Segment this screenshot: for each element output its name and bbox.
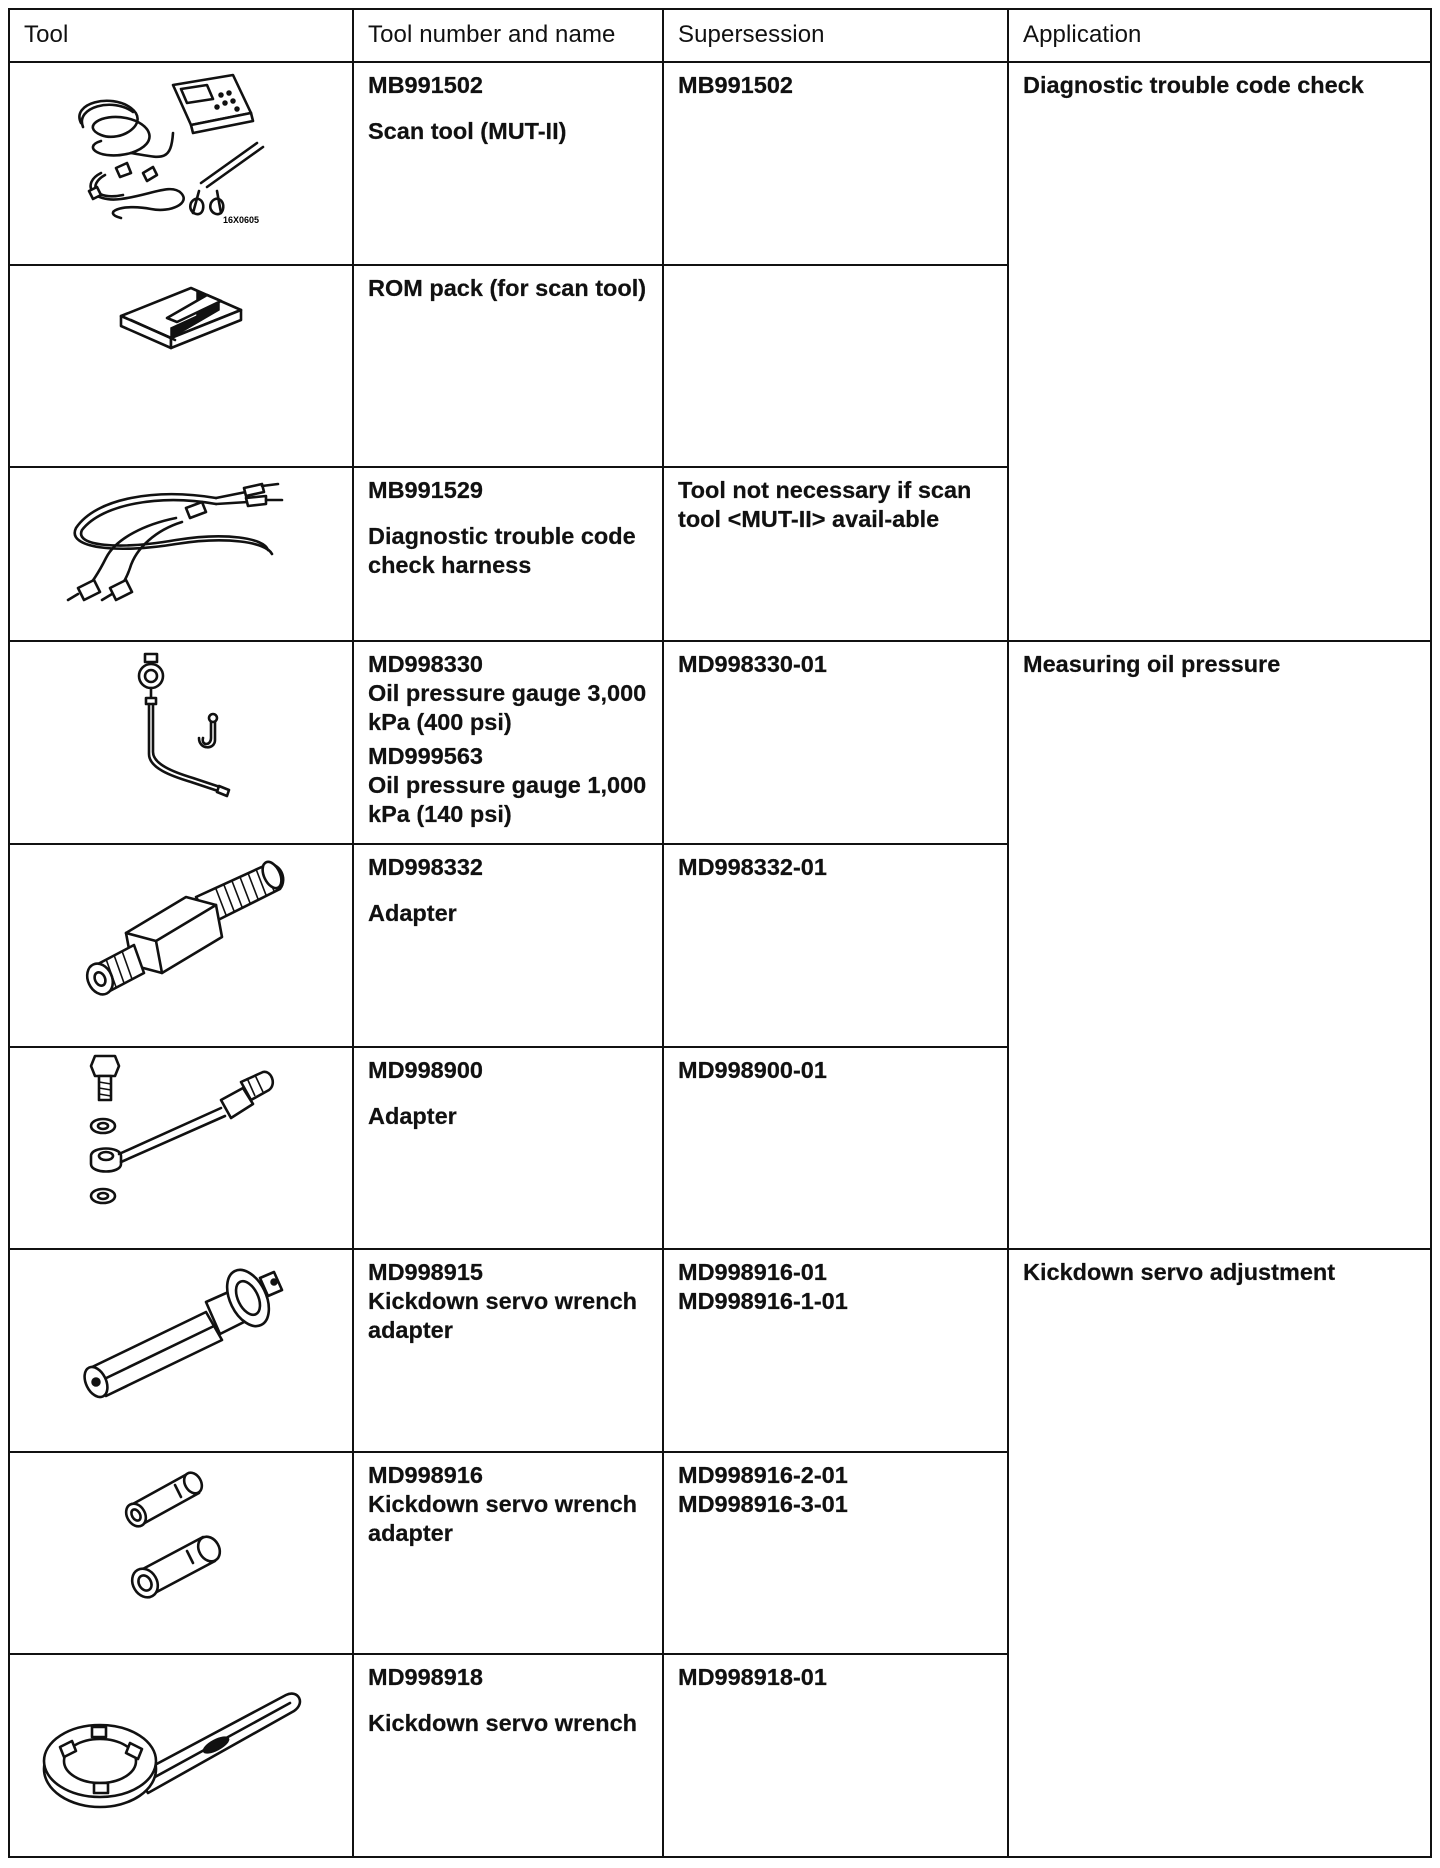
supersession-value: MD998900-01 [678, 1056, 827, 1083]
tool-image-cell [9, 1654, 353, 1857]
supersession-value: Tool not necessary if scan tool <MUT-II> avail-able [678, 477, 972, 533]
table-row [9, 62, 1431, 265]
supersession-cell [663, 1654, 1008, 1857]
tool-number-name-cell [353, 1654, 663, 1857]
rom-pack-illustration [101, 266, 261, 366]
tool-image-cell [9, 1249, 353, 1452]
tool-number: MD998330 [368, 651, 483, 678]
header-application: Application [1008, 9, 1431, 62]
tool-number-2: MD999563 [368, 743, 483, 770]
tool-name: Scan tool (MUT-II) [368, 118, 567, 145]
tool-number-name-cell [353, 265, 663, 468]
tool-name-2: Oil pressure gauge 1,000 kPa (140 psi) [368, 772, 647, 828]
tool-number: MB991529 [368, 477, 483, 504]
header-tool: Tool [9, 9, 353, 62]
tool-number-name-cell [353, 62, 663, 265]
supersession-value: MD998330-01 [678, 651, 827, 678]
tool-number-name-cell [353, 1249, 663, 1452]
supersession-cell [663, 265, 1008, 468]
table-row [9, 1249, 1431, 1452]
tool-number-name-cell [353, 467, 663, 641]
supersession-cell [663, 844, 1008, 1047]
tool-image-cell [9, 62, 353, 265]
supersession-value: MD998916-01 [678, 1259, 827, 1286]
tool-image-cell [9, 844, 353, 1047]
tool-number: MD998900 [368, 1056, 483, 1083]
supersession-cell [663, 467, 1008, 641]
tool-number: MD998916 [368, 1461, 483, 1488]
tool-number-name-cell [353, 641, 663, 844]
tool-name: Kickdown servo wrench adapter [368, 1490, 638, 1546]
supersession-value: MD998918-01 [678, 1664, 827, 1691]
supersession-cell [663, 641, 1008, 844]
tool-number: MB991502 [368, 72, 483, 99]
tool-number-name-cell [353, 844, 663, 1047]
application-value: Kickdown servo adjustment [1023, 1259, 1336, 1286]
table-row [9, 641, 1431, 844]
supersession-cell [663, 1452, 1008, 1655]
application-value: Measuring oil pressure [1023, 651, 1281, 678]
special-tools-table [8, 8, 1432, 1858]
tool-image-cell [9, 641, 353, 844]
supersession-cell [663, 1249, 1008, 1452]
supersession-value: MD998916-1-01 [678, 1288, 848, 1315]
harness-illustration [56, 468, 306, 608]
adapter-illustration [66, 845, 296, 1015]
tool-number-name-cell [353, 1047, 663, 1250]
tool-image-cell [9, 1452, 353, 1655]
application-value: Diagnostic trouble code check [1023, 72, 1364, 99]
wrench-illustration [36, 1655, 326, 1815]
header-supersession: Supersession [663, 9, 1008, 62]
header-row [9, 9, 1431, 62]
scan-tool-illustration [61, 63, 301, 233]
adapter-set-illustration [71, 1048, 291, 1218]
tool-image-cell [9, 1047, 353, 1250]
application-cell [1008, 641, 1431, 1249]
tool-image-cell [9, 467, 353, 641]
sockets-illustration [111, 1453, 251, 1613]
application-cell [1008, 1249, 1431, 1857]
supersession-cell [663, 1047, 1008, 1250]
tool-name: Kickdown servo wrench [368, 1710, 638, 1737]
tool-image-cell [9, 265, 353, 468]
tool-name: Adapter [368, 899, 457, 926]
tool-name: Kickdown servo wrench adapter [368, 1288, 638, 1344]
tool-name: Oil pressure gauge 3,000 kPa (400 psi) [368, 680, 647, 736]
tool-name: Diagnostic trouble code check harness [368, 523, 636, 579]
header-number-name: Tool number and name [353, 9, 663, 62]
tool-number-name-cell [353, 1452, 663, 1655]
tool-name: Adapter [368, 1102, 457, 1129]
supersession-value: MD998332-01 [678, 853, 827, 880]
tool-number: MD998332 [368, 853, 483, 880]
supersession-value: MD998916-3-01 [678, 1490, 848, 1517]
supersession-value: MD998916-2-01 [678, 1461, 848, 1488]
image-code-label: 16X0605 [223, 215, 260, 226]
tool-number: MD998918 [368, 1664, 483, 1691]
servo-adapter-illustration [66, 1250, 296, 1410]
application-cell [1008, 62, 1431, 641]
tool-name: ROM pack (for scan tool) [368, 274, 647, 301]
supersession-cell [663, 62, 1008, 265]
supersession-value: MB991502 [678, 72, 793, 99]
oil-pressure-gauge-illustration [111, 642, 251, 802]
tool-number: MD998915 [368, 1259, 483, 1286]
